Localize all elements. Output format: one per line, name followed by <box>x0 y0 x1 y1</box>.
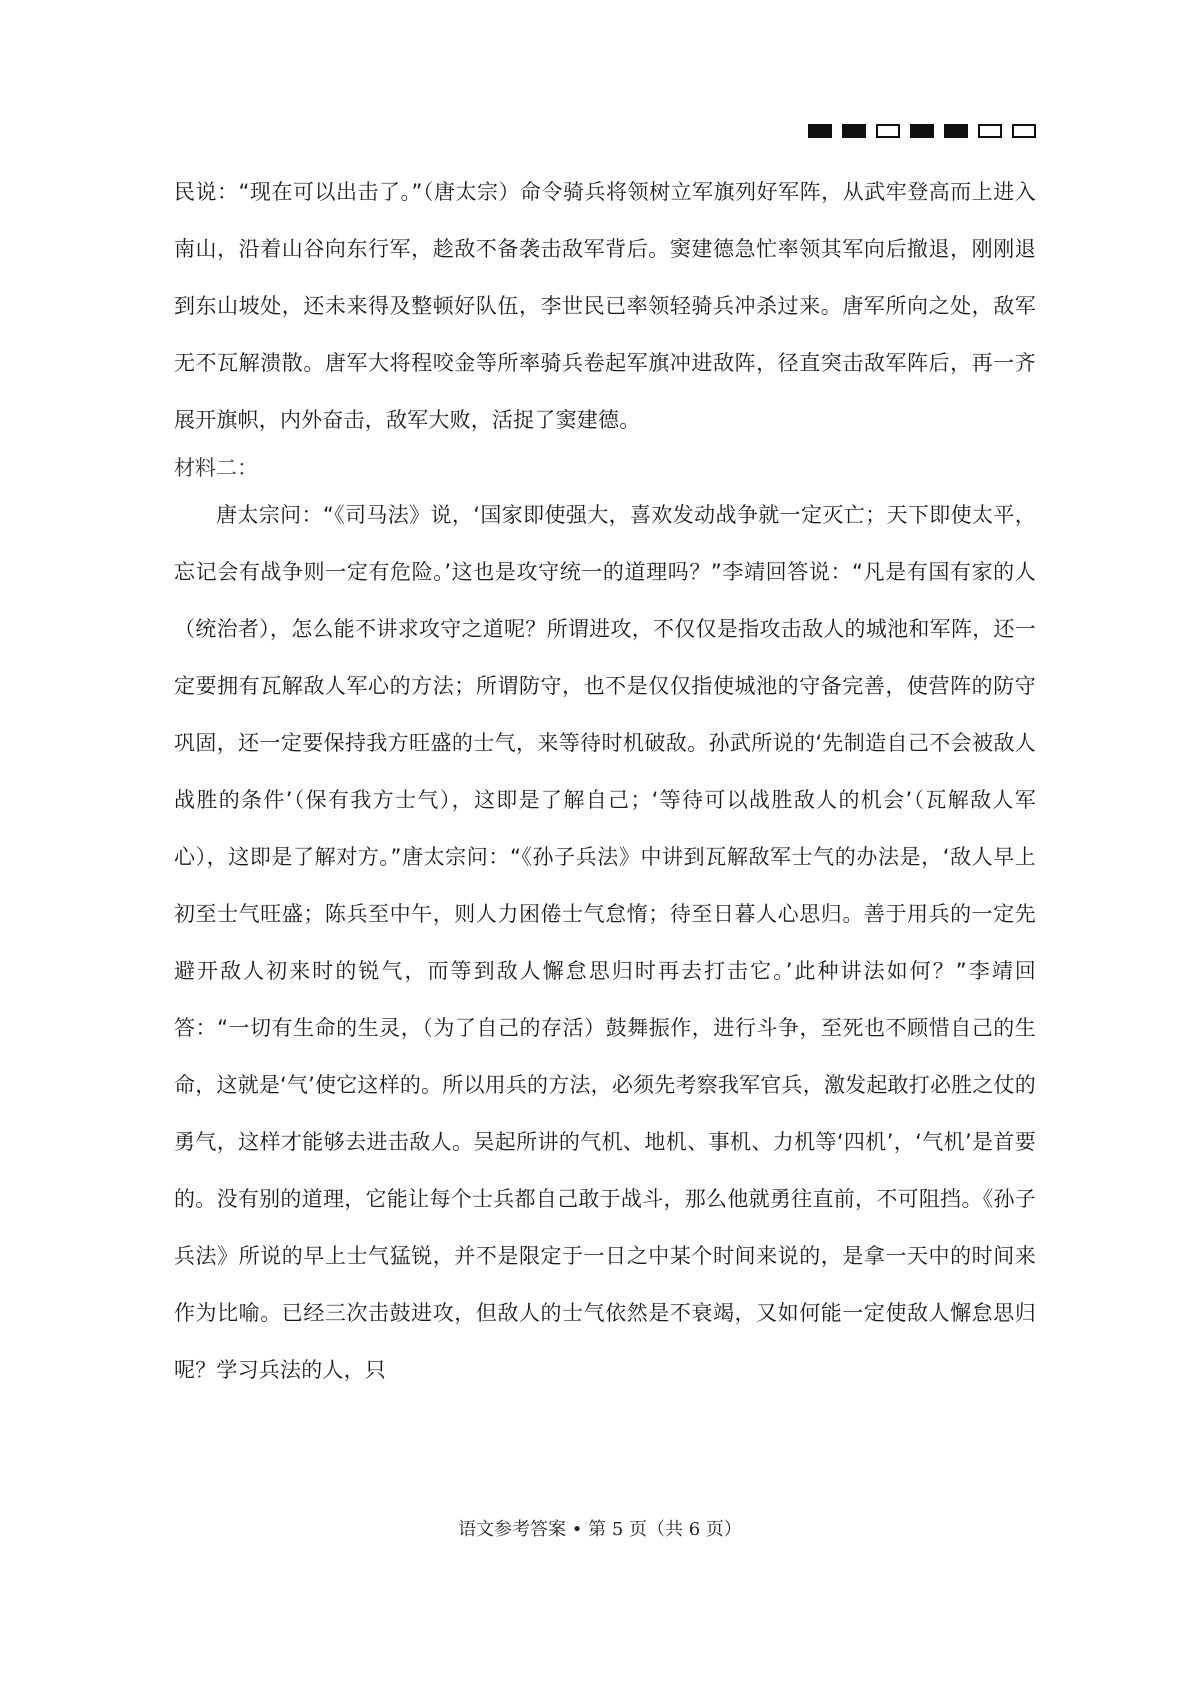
material-one-paragraph: 民说：“现在可以出击了。”（唐太宗）命令骑兵将领树立军旗列好军阵，从武牢登高而上进入南山，沿着山谷向东行军，趁敌不备袭击敌军背后。窦建德急忙率领其军向后撤退，刚刚退到东山坡处，还未来得及整顿好队伍，李世民已率领轻骑兵冲杀过来。唐军所向之处，敌军无不瓦解溃散。唐军大将程咬金等所率骑兵卷起军旗冲进敌阵，径直突击敌军阵后，再一齐展开旗帜，内外奋击，敌军大败，活捉了窦建德。 <box>174 180 1036 432</box>
material-two-paragraph: 唐太宗问：“《司马法》说，‘国家即使强大，喜欢发动战争就一定灭亡；天下即使太平，忘记会有战争则一定有危险。’这也是攻守统一的道理吗？”李靖回答说：“凡是有国有家的人（统治者），怎么能不讲求攻守之道呢？所谓进攻，不仅仅是指攻击敌人的城池和军阵，还一定要拥有瓦解敌人军心的方法；所谓防守，也不是仅仅指使城池的守备完善，使营阵的防守巩固，还一定要保持我方旺盛的士气，来等待时机破敌。孙武所说的‘先制造自己不会被敌人战胜的条件’（保有我方士气），这即是了解自己；‘等待可以战胜敌人的机会’（瓦解敌人军心），这即是了解对方。”唐太宗问：“《孙子兵法》中讲到瓦解敌军士气的办法是，‘敌人早上初至士气旺盛；陈兵至中午，则人力困倦士气怠惰；待至日暮人心思归。善于用兵的一定先避开敌人初来时的锐气，而等到敌人懈怠思归时再去打击它。’此种讲法如何？”李靖回答：“一切有生命的生灵，（为了自己的存活）鼓舞振作，进行斗争，至死也不顾惜自己的生命，这就是‘气’使它这样的。所以用兵的方法，必须先考察我军官兵，激发起敢打必胜之仗的勇气，这样才能够去进击敌人。吴起所讲的气机、地机、事机、力机等‘四机’，‘气机’是首要的。没有别的道理，它能让每个士兵都自己敢于战斗，那么他就勇往直前，不可阻挡。《孙子兵法》所说的早上士气猛锐，并不是限定于一日之中某个时间来说的，是拿一天中的时间来作为比喻。已经三次击鼓进攻，但敌人的士气依然是不衰竭，又如何能一定使敌人懈怠思归呢？学习兵法的人，只 <box>174 503 1036 1382</box>
id-mark-7 <box>1012 124 1036 138</box>
material-two-label: 材料二： <box>174 456 258 480</box>
page-footer: 语文参考答案 • 第 5 页（共 6 页） <box>458 1519 742 1540</box>
id-mark-4 <box>910 124 934 138</box>
answer-body <box>174 164 1036 1399</box>
id-mark-6 <box>978 124 1002 138</box>
id-mark-3 <box>876 124 900 138</box>
page-id-marks <box>808 124 1036 138</box>
id-mark-1 <box>808 124 832 138</box>
id-mark-5 <box>944 124 968 138</box>
id-mark-2 <box>842 124 866 138</box>
